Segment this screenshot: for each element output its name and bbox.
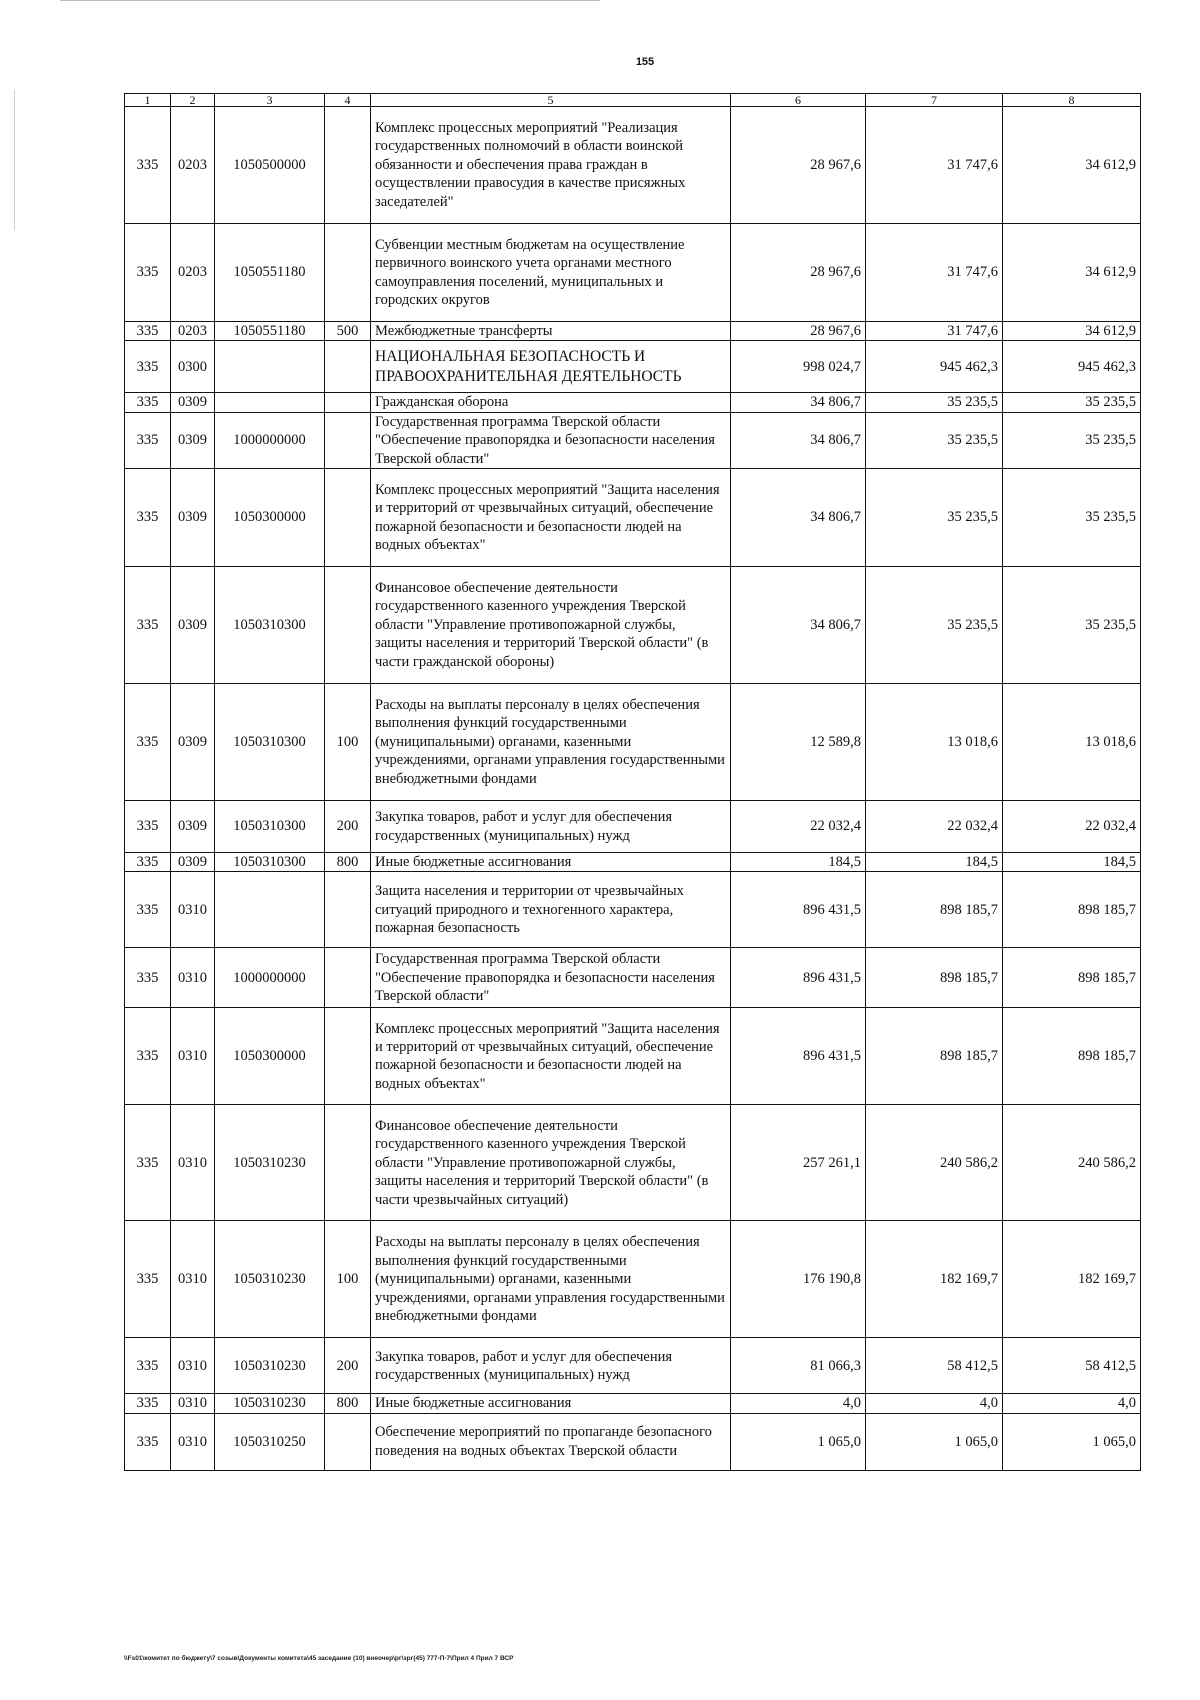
- razdel-cell: 0309: [171, 853, 215, 872]
- amount-year2-cell: 898 185,7: [866, 1008, 1003, 1105]
- table-row: [125, 684, 1141, 801]
- razdel-cell: 0310: [171, 872, 215, 948]
- column-number-row: [125, 94, 1141, 107]
- expense-type-cell: [325, 341, 371, 393]
- table-row: [125, 1221, 1141, 1338]
- item-name-cell: НАЦИОНАЛЬНАЯ БЕЗОПАСНОСТЬ И ПРАВООХРАНИТЕЛЬНАЯ ДЕЯТЕЛЬНОСТЬ: [371, 341, 731, 393]
- table-row: [125, 872, 1141, 948]
- expense-type-cell: 800: [325, 853, 371, 872]
- item-name-cell: Расходы на выплаты персоналу в целях обеспечения выполнения функций государственными (муниципальными) органами, казенными учреждениями, органами управления государственными внебюджетными фондами: [371, 684, 731, 801]
- amount-year3-cell: 34 612,9: [1003, 322, 1141, 341]
- vedomstvo-cell: 335: [125, 393, 171, 412]
- razdel-cell: 0310: [171, 1105, 215, 1221]
- table-row: [125, 1105, 1141, 1221]
- table-row: [125, 107, 1141, 224]
- amount-year3-cell: 35 235,5: [1003, 412, 1141, 468]
- vedomstvo-cell: 335: [125, 224, 171, 322]
- razdel-cell: 0310: [171, 1413, 215, 1470]
- razdel-cell: 0310: [171, 1221, 215, 1338]
- target-article-cell: 1050300000: [215, 1008, 325, 1105]
- target-article-cell: 1050310230: [215, 1394, 325, 1413]
- amount-year2-cell: 35 235,5: [866, 412, 1003, 468]
- vedomstvo-cell: 335: [125, 412, 171, 468]
- amount-year1-cell: 4,0: [731, 1394, 866, 1413]
- amount-year3-cell: 898 185,7: [1003, 872, 1141, 948]
- amount-year1-cell: 257 261,1: [731, 1105, 866, 1221]
- amount-year1-cell: 28 967,6: [731, 107, 866, 224]
- vedomstvo-cell: 335: [125, 107, 171, 224]
- amount-year3-cell: 35 235,5: [1003, 393, 1141, 412]
- column-header: 7: [866, 94, 1003, 107]
- amount-year1-cell: 28 967,6: [731, 322, 866, 341]
- table-row: [125, 224, 1141, 322]
- scan-edge-top: [60, 0, 600, 1]
- expense-type-cell: 200: [325, 1338, 371, 1394]
- table-row: [125, 393, 1141, 412]
- expense-type-cell: [325, 1413, 371, 1470]
- footer-file-path: \\Fs01\комитет по бюджету\7 созыв\Документы комитета\45 заседание (10) внеочер\рг\зрг(45) 777-П-7\Прил 4 Прил 7 ВСР: [124, 1655, 514, 1662]
- target-article-cell: 1050310300: [215, 684, 325, 801]
- amount-year2-cell: 35 235,5: [866, 567, 1003, 684]
- column-header: 1: [125, 94, 171, 107]
- amount-year2-cell: 898 185,7: [866, 948, 1003, 1008]
- amount-year1-cell: 1 065,0: [731, 1413, 866, 1470]
- amount-year2-cell: 58 412,5: [866, 1338, 1003, 1394]
- amount-year1-cell: 176 190,8: [731, 1221, 866, 1338]
- target-article-cell: 1000000000: [215, 948, 325, 1008]
- item-name-cell: Финансовое обеспечение деятельности государственного казенного учреждения Тверской области "Управление противопожарной службы, защиты населения и территорий Тверской области" (в части чрезвычайных ситуаций): [371, 1105, 731, 1221]
- target-article-cell: 1050500000: [215, 107, 325, 224]
- expense-type-cell: [325, 412, 371, 468]
- column-header: 6: [731, 94, 866, 107]
- amount-year2-cell: 945 462,3: [866, 341, 1003, 393]
- razdel-cell: 0300: [171, 341, 215, 393]
- vedomstvo-cell: 335: [125, 1338, 171, 1394]
- amount-year3-cell: 182 169,7: [1003, 1221, 1141, 1338]
- expense-type-cell: [325, 224, 371, 322]
- expense-type-cell: [325, 948, 371, 1008]
- razdel-cell: 0309: [171, 801, 215, 853]
- razdel-cell: 0309: [171, 567, 215, 684]
- razdel-cell: 0309: [171, 469, 215, 567]
- amount-year1-cell: 12 589,8: [731, 684, 866, 801]
- vedomstvo-cell: 335: [125, 567, 171, 684]
- expense-type-cell: [325, 567, 371, 684]
- amount-year3-cell: 22 032,4: [1003, 801, 1141, 853]
- vedomstvo-cell: 335: [125, 1221, 171, 1338]
- vedomstvo-cell: 335: [125, 684, 171, 801]
- amount-year3-cell: 898 185,7: [1003, 948, 1141, 1008]
- amount-year1-cell: 184,5: [731, 853, 866, 872]
- target-article-cell: 1050310300: [215, 567, 325, 684]
- vedomstvo-cell: 335: [125, 1008, 171, 1105]
- expense-type-cell: [325, 1105, 371, 1221]
- page-number: 155: [635, 56, 655, 68]
- amount-year2-cell: 22 032,4: [866, 801, 1003, 853]
- vedomstvo-cell: 335: [125, 948, 171, 1008]
- target-article-cell: 1050310230: [215, 1221, 325, 1338]
- amount-year1-cell: 896 431,5: [731, 1008, 866, 1105]
- table-row: [125, 469, 1141, 567]
- amount-year3-cell: 35 235,5: [1003, 469, 1141, 567]
- amount-year3-cell: 945 462,3: [1003, 341, 1141, 393]
- target-article-cell: 1050310230: [215, 1338, 325, 1394]
- amount-year2-cell: 240 586,2: [866, 1105, 1003, 1221]
- amount-year2-cell: 898 185,7: [866, 872, 1003, 948]
- amount-year3-cell: 240 586,2: [1003, 1105, 1141, 1221]
- amount-year2-cell: 31 747,6: [866, 322, 1003, 341]
- amount-year2-cell: 182 169,7: [866, 1221, 1003, 1338]
- amount-year2-cell: 1 065,0: [866, 1413, 1003, 1470]
- expense-type-cell: [325, 393, 371, 412]
- item-name-cell: Комплекс процессных мероприятий "Реализация государственных полномочий в области воинской обязанности и обеспечения права граждан в осуществлении правосудия в качестве присяжных заседателей": [371, 107, 731, 224]
- expense-type-cell: 100: [325, 684, 371, 801]
- budget-table: [124, 93, 1141, 1471]
- amount-year3-cell: 58 412,5: [1003, 1338, 1141, 1394]
- item-name-cell: Финансовое обеспечение деятельности государственного казенного учреждения Тверской области "Управление противопожарной службы, защиты населения и территорий Тверской области" (в части гражданской обороны): [371, 567, 731, 684]
- item-name-cell: Комплекс процессных мероприятий "Защита населения и территорий от чрезвычайных ситуаций, обеспечение пожарной безопасности и безопасности людей на водных объектах": [371, 469, 731, 567]
- target-article-cell: 1050300000: [215, 469, 325, 567]
- target-article-cell: 1050310300: [215, 801, 325, 853]
- item-name-cell: Иные бюджетные ассигнования: [371, 853, 731, 872]
- amount-year3-cell: 184,5: [1003, 853, 1141, 872]
- razdel-cell: 0310: [171, 948, 215, 1008]
- amount-year3-cell: 4,0: [1003, 1394, 1141, 1413]
- item-name-cell: Закупка товаров, работ и услуг для обеспечения государственных (муниципальных) нужд: [371, 801, 731, 853]
- amount-year1-cell: 34 806,7: [731, 567, 866, 684]
- column-header: 8: [1003, 94, 1141, 107]
- item-name-cell: Расходы на выплаты персоналу в целях обеспечения выполнения функций государственными (муниципальными) органами, казенными учреждениями, органами управления государственными внебюджетными фондами: [371, 1221, 731, 1338]
- expense-type-cell: [325, 872, 371, 948]
- razdel-cell: 0309: [171, 684, 215, 801]
- target-article-cell: 1050551180: [215, 322, 325, 341]
- razdel-cell: 0203: [171, 322, 215, 341]
- amount-year1-cell: 34 806,7: [731, 412, 866, 468]
- razdel-cell: 0310: [171, 1008, 215, 1105]
- target-article-cell: [215, 341, 325, 393]
- table-row: [125, 412, 1141, 468]
- target-article-cell: [215, 393, 325, 412]
- vedomstvo-cell: 335: [125, 872, 171, 948]
- table-row: [125, 1338, 1141, 1394]
- vedomstvo-cell: 335: [125, 469, 171, 567]
- razdel-cell: 0310: [171, 1338, 215, 1394]
- amount-year2-cell: 13 018,6: [866, 684, 1003, 801]
- target-article-cell: 1050310250: [215, 1413, 325, 1470]
- target-article-cell: 1050310300: [215, 853, 325, 872]
- target-article-cell: 1050551180: [215, 224, 325, 322]
- expense-type-cell: [325, 107, 371, 224]
- vedomstvo-cell: 335: [125, 853, 171, 872]
- expense-type-cell: 200: [325, 801, 371, 853]
- column-header: 2: [171, 94, 215, 107]
- table-row: [125, 1394, 1141, 1413]
- amount-year1-cell: 81 066,3: [731, 1338, 866, 1394]
- amount-year3-cell: 898 185,7: [1003, 1008, 1141, 1105]
- table-row: [125, 341, 1141, 393]
- expense-type-cell: [325, 1008, 371, 1105]
- table-row: [125, 322, 1141, 341]
- expense-type-cell: 800: [325, 1394, 371, 1413]
- scan-edge-left: [14, 90, 15, 230]
- razdel-cell: 0309: [171, 412, 215, 468]
- vedomstvo-cell: 335: [125, 801, 171, 853]
- amount-year3-cell: 34 612,9: [1003, 107, 1141, 224]
- table-row: [125, 948, 1141, 1008]
- column-header: 4: [325, 94, 371, 107]
- item-name-cell: Защита населения и территории от чрезвычайных ситуаций природного и техногенного характера, пожарная безопасность: [371, 872, 731, 948]
- target-article-cell: 1050310230: [215, 1105, 325, 1221]
- item-name-cell: Субвенции местным бюджетам на осуществление первичного воинского учета органами местного самоуправления поселений, муниципальных и городских округов: [371, 224, 731, 322]
- table-body: [125, 107, 1141, 1471]
- amount-year1-cell: 34 806,7: [731, 469, 866, 567]
- razdel-cell: 0309: [171, 393, 215, 412]
- item-name-cell: Закупка товаров, работ и услуг для обеспечения государственных (муниципальных) нужд: [371, 1338, 731, 1394]
- item-name-cell: Государственная программа Тверской области "Обеспечение правопорядка и безопасности населения Тверской области": [371, 412, 731, 468]
- amount-year2-cell: 35 235,5: [866, 393, 1003, 412]
- amount-year1-cell: 34 806,7: [731, 393, 866, 412]
- table-row: [125, 801, 1141, 853]
- table-row: [125, 853, 1141, 872]
- item-name-cell: Государственная программа Тверской области "Обеспечение правопорядка и безопасности населения Тверской области": [371, 948, 731, 1008]
- item-name-cell: Межбюджетные трансферты: [371, 322, 731, 341]
- item-name-cell: Комплекс процессных мероприятий "Защита населения и территорий от чрезвычайных ситуаций, обеспечение пожарной безопасности и безопасности людей на водных объектах": [371, 1008, 731, 1105]
- vedomstvo-cell: 335: [125, 1105, 171, 1221]
- item-name-cell: Гражданская оборона: [371, 393, 731, 412]
- expense-type-cell: [325, 469, 371, 567]
- amount-year2-cell: 184,5: [866, 853, 1003, 872]
- expense-type-cell: 500: [325, 322, 371, 341]
- column-header: 3: [215, 94, 325, 107]
- target-article-cell: [215, 872, 325, 948]
- amount-year3-cell: 35 235,5: [1003, 567, 1141, 684]
- table-row: [125, 1008, 1141, 1105]
- razdel-cell: 0310: [171, 1394, 215, 1413]
- table-row: [125, 1413, 1141, 1470]
- razdel-cell: 0203: [171, 224, 215, 322]
- amount-year2-cell: 31 747,6: [866, 224, 1003, 322]
- expense-type-cell: 100: [325, 1221, 371, 1338]
- amount-year1-cell: 998 024,7: [731, 341, 866, 393]
- column-header: 5: [371, 94, 731, 107]
- vedomstvo-cell: 335: [125, 322, 171, 341]
- amount-year2-cell: 31 747,6: [866, 107, 1003, 224]
- amount-year2-cell: 4,0: [866, 1394, 1003, 1413]
- vedomstvo-cell: 335: [125, 341, 171, 393]
- amount-year1-cell: 22 032,4: [731, 801, 866, 853]
- amount-year1-cell: 28 967,6: [731, 224, 866, 322]
- amount-year1-cell: 896 431,5: [731, 872, 866, 948]
- razdel-cell: 0203: [171, 107, 215, 224]
- item-name-cell: Иные бюджетные ассигнования: [371, 1394, 731, 1413]
- table-row: [125, 567, 1141, 684]
- amount-year3-cell: 34 612,9: [1003, 224, 1141, 322]
- vedomstvo-cell: 335: [125, 1394, 171, 1413]
- item-name-cell: Обеспечение мероприятий по пропаганде безопасного поведения на водных объектах Тверской области: [371, 1413, 731, 1470]
- amount-year3-cell: 1 065,0: [1003, 1413, 1141, 1470]
- amount-year1-cell: 896 431,5: [731, 948, 866, 1008]
- vedomstvo-cell: 335: [125, 1413, 171, 1470]
- target-article-cell: 1000000000: [215, 412, 325, 468]
- amount-year2-cell: 35 235,5: [866, 469, 1003, 567]
- amount-year3-cell: 13 018,6: [1003, 684, 1141, 801]
